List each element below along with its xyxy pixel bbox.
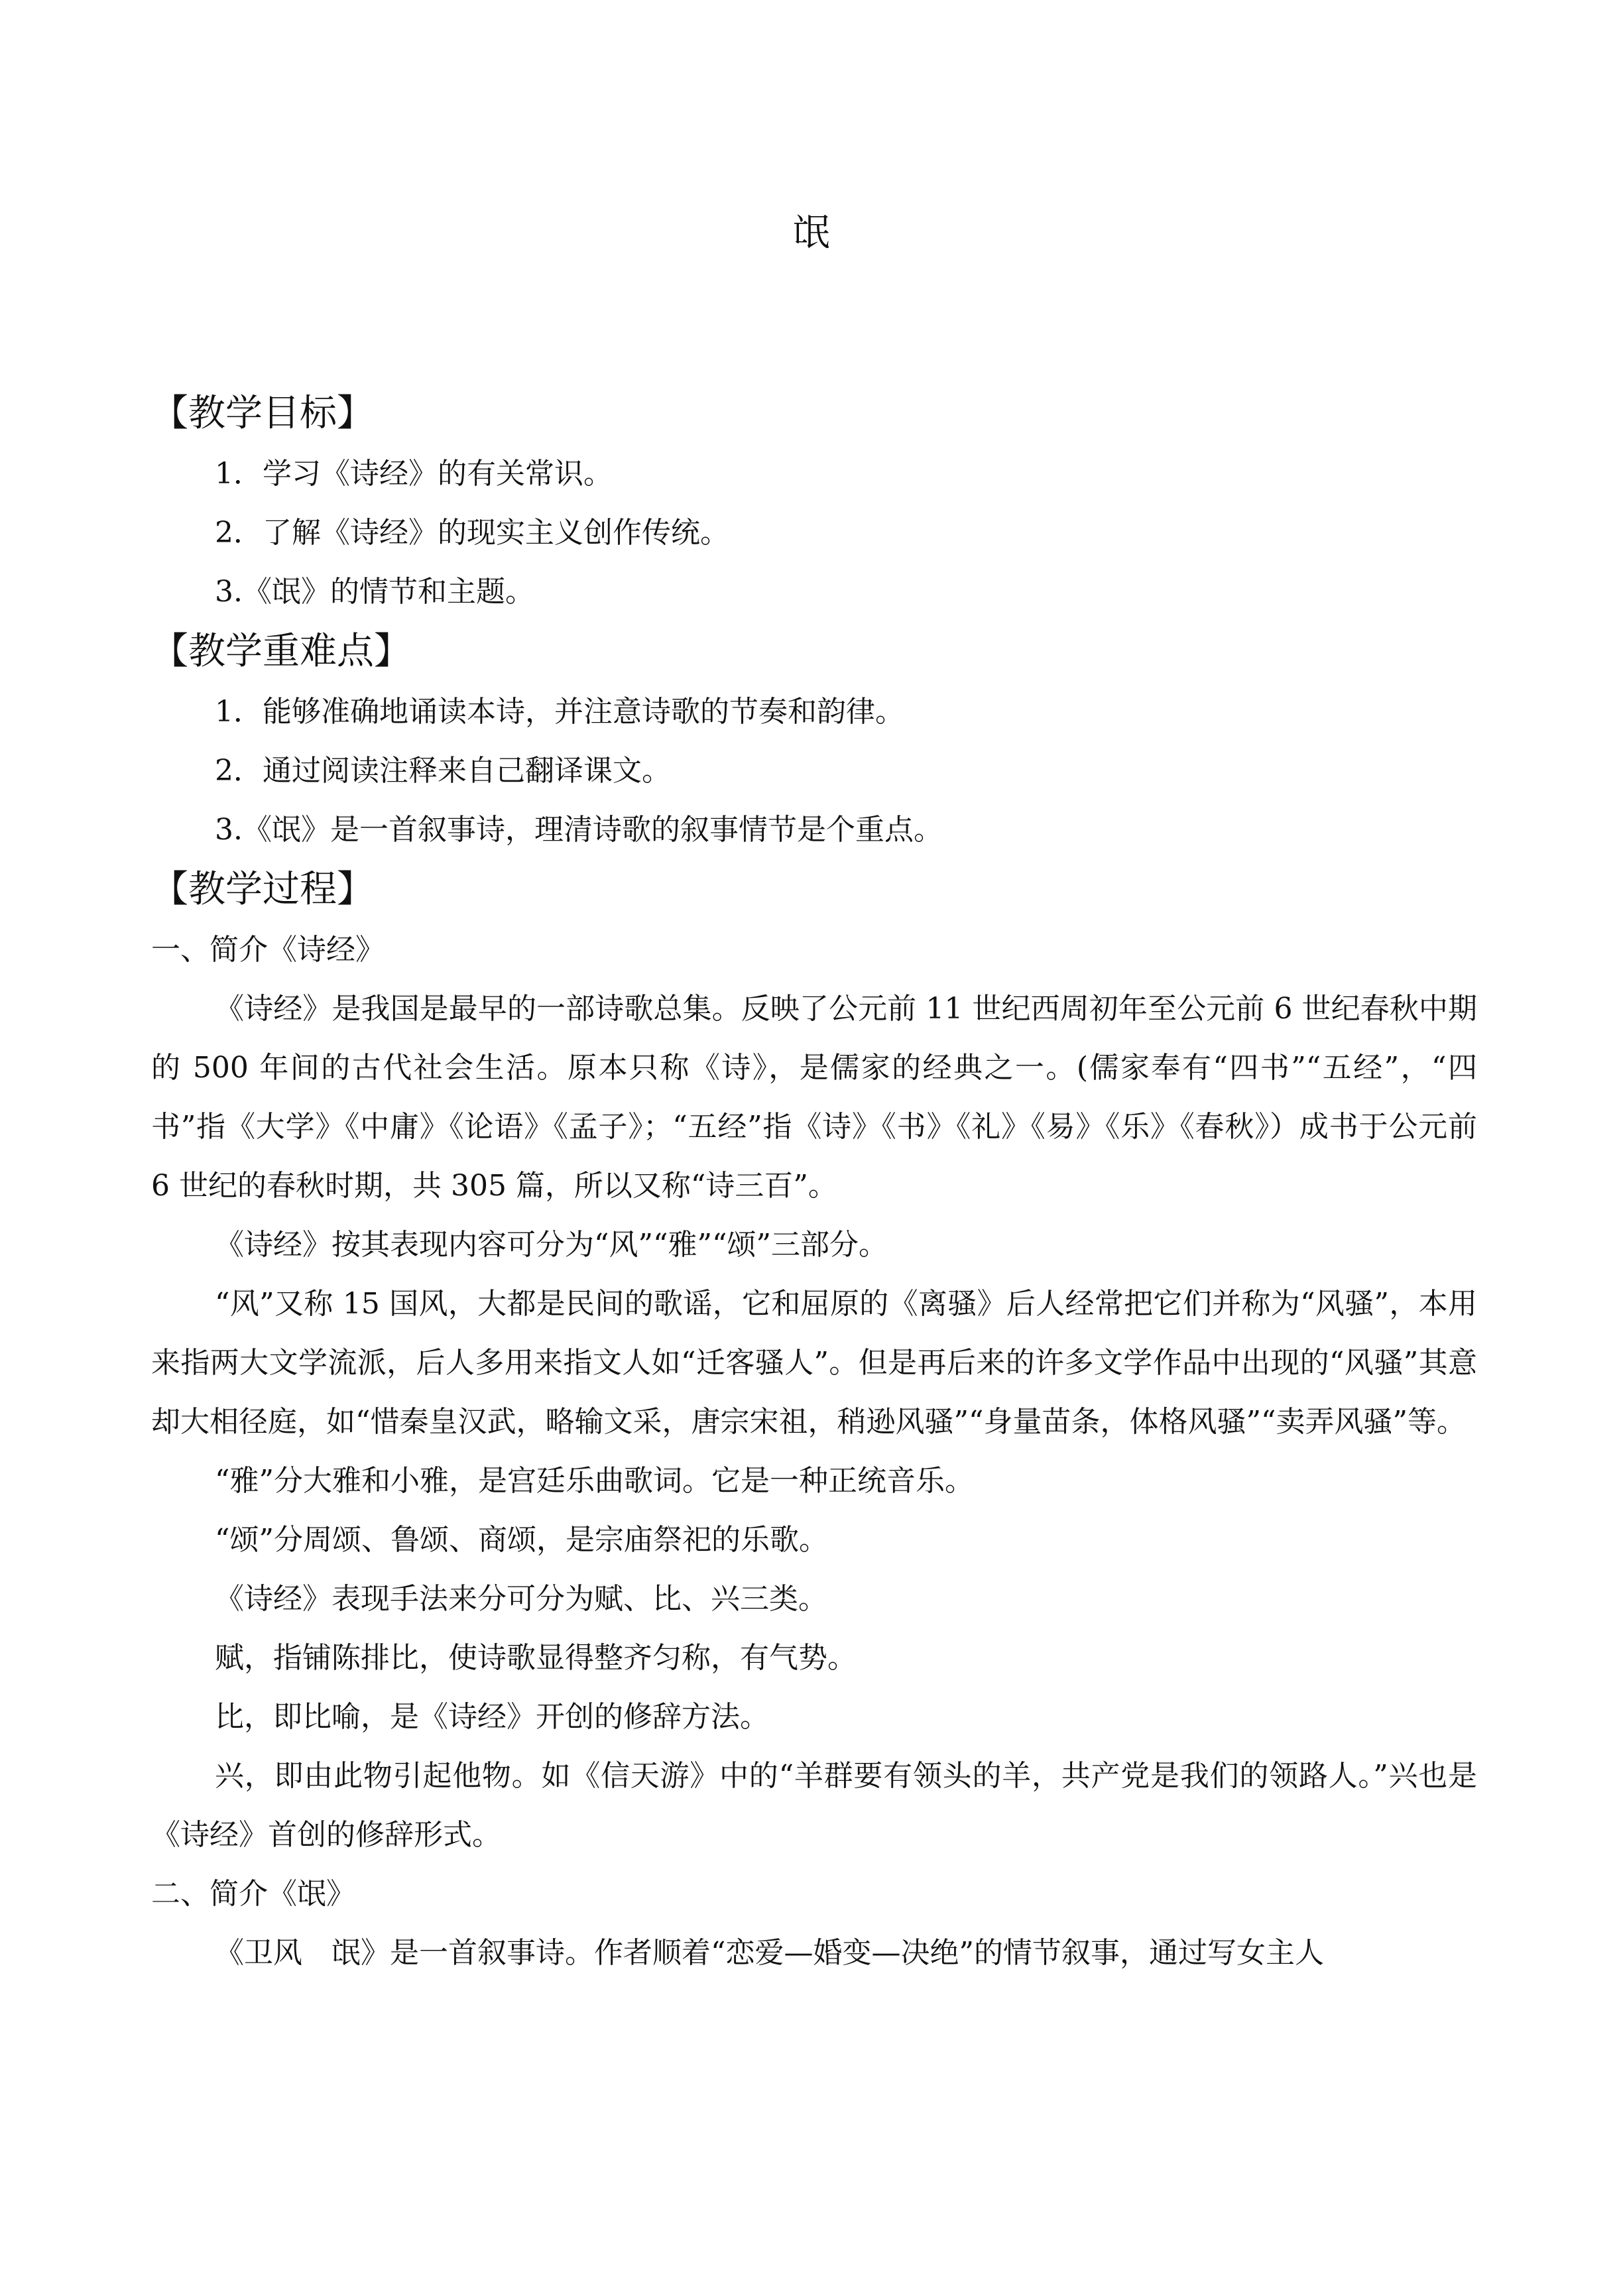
paragraph-shijing-intro: 《诗经》是我国是最早的一部诗歌总集。反映了公元前 11 世纪西周初年至公元前 6 世纪春秋中期的 500 年间的古代社会生活。原本只称《诗》，是儒家的经典之一。(儒家奉有“四书”“五经”，“四书”指《大学》《中庸》《论语》《孟子》；“五经”指《诗》《书》《礼》《易》《乐》《春秋》）成书于公元前 6 世纪的春秋时期，共 305 篇，所以又称“诗三百”。 (151, 992, 1477, 1203)
paragraph-song: “颂”分周颂、鲁颂、商颂，是宗庙祭祀的乐歌。 (215, 1523, 828, 1557)
paragraph-techniques: 《诗经》表现手法来分可分为赋、比、兴三类。 (215, 1582, 827, 1616)
paragraph-ya: “雅”分大雅和小雅，是宫廷乐曲歌词。它是一种正统音乐。 (215, 1464, 974, 1498)
paragraph-xing: 兴，即由此物引起他物。如《信天游》中的“羊群要有领头的羊，共产党是我们的领路人。”兴也是《诗经》首创的修辞形式。 (151, 1759, 1477, 1852)
subsection-heading-shijing: 一、简介《诗经》 (151, 933, 385, 967)
key-point-item-3: 3.《氓》是一首叙事诗，理清诗歌的叙事情节是个重点。 (215, 813, 943, 847)
section-heading-key-points: 【教学重难点】 (151, 630, 411, 673)
goal-item-3: 3.《氓》的情节和主题。 (215, 575, 534, 609)
goal-item-2: 2．了解《诗经》的现实主义创作传统。 (215, 516, 729, 550)
goal-item-1: 1．学习《诗经》的有关常识。 (215, 457, 613, 491)
key-point-item-2: 2．通过阅读注释来自己翻译课文。 (215, 754, 671, 788)
paragraph-feng: “风”又称 15 国风，大都是民间的歌谣，它和屈原的《离骚》后人经常把它们并称为“风骚”，本用来指两大文学流派，后人多用来指文人如“迁客骚人”。但是再后来的许多文学作品中出现的“风骚”其意却大相径庭，如“惜秦皇汉武，略输文采，唐宗宋祖，稍逊风骚”“身量苗条，体格风骚”“卖弄风骚”等。 (151, 1287, 1477, 1439)
document-body (151, 383, 1477, 1982)
paragraph-mang-intro: 《卫风 氓》是一首叙事诗。作者顺着“恋爱—婚变—决绝”的情节叙事，通过写女主人 (215, 1936, 1324, 1970)
paragraph-shijing-parts: 《诗经》按其表现内容可分为“风”“雅”“颂”三部分。 (215, 1228, 888, 1262)
page-title: 氓 (793, 211, 830, 255)
subsection-heading-mang: 二、简介《氓》 (151, 1877, 355, 1911)
section-heading-goals: 【教学目标】 (151, 392, 374, 435)
paragraph-fu: 赋，指铺陈排比，使诗歌显得整齐匀称，有气势。 (215, 1641, 857, 1675)
paragraph-bi: 比，即比喻，是《诗经》开创的修辞方法。 (215, 1700, 769, 1734)
section-heading-process: 【教学过程】 (151, 868, 374, 911)
key-point-item-1: 1．能够准确地诵读本诗，并注意诗歌的节奏和韵律。 (215, 695, 904, 729)
